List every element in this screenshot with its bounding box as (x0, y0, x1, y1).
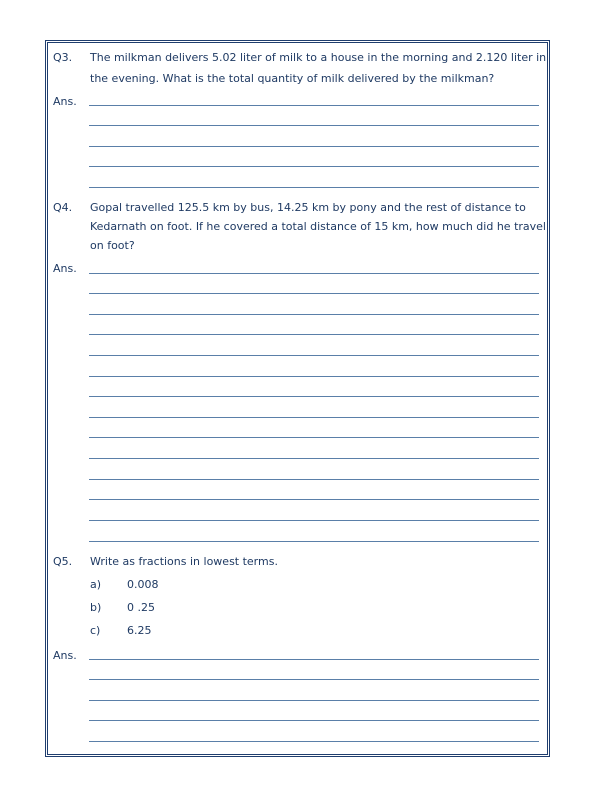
question-text-line: Write as fractions in lowest terms. (90, 555, 278, 568)
option-label: b) (90, 601, 102, 614)
answer-line[interactable] (89, 396, 539, 397)
question-text-line: the evening. What is the total quantity of milk delivered by the milkman? (90, 72, 495, 85)
answer-line[interactable] (89, 520, 539, 521)
option-value: 0.008 (127, 578, 159, 591)
answer-line[interactable] (89, 741, 539, 742)
worksheet-border (45, 40, 550, 757)
answer-label: Ans. (53, 95, 77, 108)
answer-line[interactable] (89, 125, 539, 126)
question-text-line: Gopal travelled 125.5 km by bus, 14.25 km by pony and the rest of distance to (90, 201, 526, 214)
answer-line[interactable] (89, 437, 539, 438)
answer-line[interactable] (89, 720, 539, 721)
option-label: a) (90, 578, 102, 591)
answer-line[interactable] (89, 479, 539, 480)
answer-line[interactable] (89, 146, 539, 147)
answer-line[interactable] (89, 187, 539, 188)
question-number: Q3. (53, 51, 73, 64)
answer-line[interactable] (89, 417, 539, 418)
answer-line[interactable] (89, 659, 539, 660)
question-number: Q4. (53, 201, 73, 214)
option-value: 0 .25 (127, 601, 155, 614)
answer-label: Ans. (53, 649, 77, 662)
answer-line[interactable] (89, 376, 539, 377)
answer-line[interactable] (89, 166, 539, 167)
question-number: Q5. (53, 555, 73, 568)
question-text-line: The milkman delivers 5.02 liter of milk to a house in the morning and 2.120 liter in (90, 51, 547, 64)
answer-line[interactable] (89, 355, 539, 356)
answer-label: Ans. (53, 262, 77, 275)
answer-line[interactable] (89, 273, 539, 274)
answer-line[interactable] (89, 458, 539, 459)
answer-line[interactable] (89, 293, 539, 294)
question-text-line: on foot? (90, 239, 135, 252)
question-text-line: Kedarnath on foot. If he covered a total distance of 15 km, how much did he travel (90, 220, 546, 233)
answer-line[interactable] (89, 679, 539, 680)
answer-line[interactable] (89, 499, 539, 500)
answer-line[interactable] (89, 700, 539, 701)
answer-line[interactable] (89, 541, 539, 542)
option-label: c) (90, 624, 101, 637)
answer-line[interactable] (89, 334, 539, 335)
answer-line[interactable] (89, 105, 539, 106)
option-value: 6.25 (127, 624, 152, 637)
answer-line[interactable] (89, 314, 539, 315)
